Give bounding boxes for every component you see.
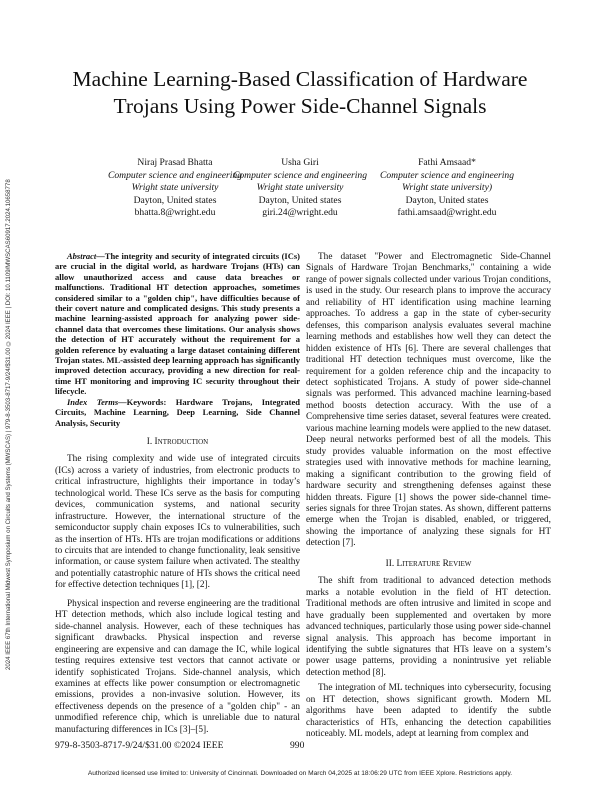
author-email: giri.24@wright.edu <box>262 207 338 219</box>
abstract <box>55 251 300 397</box>
author-dept: Computer science and engineering <box>379 169 514 181</box>
left-column <box>55 251 300 736</box>
author-name: Niraj Prasad Bhatta <box>137 157 213 168</box>
author-email: fathi.amsaad@wright.edu <box>397 207 497 219</box>
author-3 <box>352 157 542 220</box>
author-location: Dayton, United states <box>258 194 342 206</box>
index-terms-label: Index Terms <box>67 396 119 407</box>
index-terms <box>55 397 300 428</box>
paragraph: The integration of ML techniques into cybersecurity, focusing on HT detection, shows significant growth. Modern ML algorithms have been adapted to identify the subtle characteristics of HTs, enhancing the detection capabilities noticeably. ML models, adept at learning from complex and <box>306 683 551 740</box>
side-doi-stamp: 2024 IEEE 67th International Midwest Symposium on Circuits and Systems (MWSCAS) | 979-8-3503-8717-9/24/$31.00 ©2024 IEEE | DOI: 10.1109/MWSCAS60917.2024.10658778 <box>5 179 12 670</box>
abstract-label: Abstract <box>67 251 97 261</box>
author-email: bhatta.8@wright.edu <box>134 207 216 219</box>
paragraph: Physical inspection and reverse engineering are the traditional HT detection methods, which also include logical testing and side-channel analysis. However, each of these techniques has significant drawbacks. Physical inspection and reverse engineering are expensive and can damage the IC, while logical testing requires extensive test vectors that cannot activate or identify sophisticated Trojans. Side-channel analysis, which examines at effects like power consumption or electromagnetic emissions, provides a non-invasive solution. However, its effectiveness depends on the presence of a "golden chip" - an unmodified reference chip, which is unreliable due to natural manufacturing differences in ICs [3]–[5]. <box>55 598 300 735</box>
author-univ: Wright state university) <box>401 182 493 194</box>
author-location: Dayton, United states <box>405 194 489 206</box>
abstract-text: —The integrity and security of integrated circuits (ICs) are crucial in the digital world, as hardware Trojans (HTs) can allow unauthorized access and cause data breaches or malfunctions. Traditional HT detection approaches, sometimes considered similar to a "golden chip", have difficulties because of their covert nature and complicated designs. This study presents a machine learning-assisted approach for analyzing power side-channel data that overcomes these limitations. Our analysis shows the detection of HT accurately without the requirement for a golden reference by evaluating a large dataset containing different Trojan states. ML-assisted deep learning approach has significantly improved detection accuracy, providing a new direction for real-time HT monitoring and improving IC security throughout their lifecycle. <box>55 251 300 397</box>
paragraph: The dataset "Power and Electromagnetic Side-Channel Signals of Hardware Trojan Benchmarks," containing a wide range of power signals collected under various Trojan conditions, is used in the study. Our research plans to improve the accuracy and reliability of HT identification using machine learning approaches. To address a gap in the state of cyber-security defenses, this comparison analysis evaluates several machine learning methods and establishes how well they can detect the hidden existence of HTs [6]. There are several challenges that traditional HT detection techniques must overcome, like the requirement for a golden reference chip and the incapacity to detect sophisticated Trojans. A study of power side-channel signals was performed. This advanced machine learning-based method boosts detection accuracy. With the use of a Comprehensive time series dataset, several features were created. various machine learning models were applied to the new dataset. Deep neural networks performed best of all the models. This study provides valuable information on the most effective strategies used with innovative methods for machine learning, making a significant contribution to the growing field of hardware security and strengthening defenses against these hidden threats. Figure [1] shows the power side-channel time-series signals for three Trojan states. As shown, different patterns emerge when the Trojan is disabled, enabled, or triggered, showing the importance of analyzing these signals for HT detection [7]. <box>306 252 551 549</box>
footer-isbn: 979-8-3503-8717-9/24/$31.00 ©2024 IEEE <box>55 740 224 751</box>
author-dept: Computer science and engineering <box>107 169 242 181</box>
license-notice: Authorized licensed use limited to: University of Cincinnati. Downloaded on March 04,2025 at 18:06:29 UTC from IEEE Xplore. Restrictions apply. <box>87 770 513 777</box>
author-univ: Wright state university <box>256 182 344 194</box>
section-heading-literature-review: II. Literature Review <box>385 558 472 569</box>
author-name: Fathi Amsaad* <box>418 157 476 168</box>
author-name: Usha Giri <box>281 157 319 168</box>
section-heading-introduction: I. Introduction <box>146 436 209 447</box>
right-column <box>306 252 551 741</box>
author-location: Dayton, United states <box>133 194 217 206</box>
author-dept: Computer science and engineering <box>232 169 367 181</box>
paper-title: Machine Learning-Based Classification of Hardware Trojans Using Power Side-Channel Signals <box>72 67 528 118</box>
page-number: 990 <box>290 740 305 751</box>
author-univ: Wright state university <box>131 182 219 194</box>
paragraph: The shift from traditional to advanced detection methods marks a notable evolution in the field of HT detection. Traditional methods are often intrusive and limited in scope and have gradually been supplemented and overtaken by more advanced techniques, particularly those using power side-channel signal analysis. This approach has become important in identifying the subtle signatures that HTs leave on a system’s power usage patterns, providing a nonintrusive yet reliable detection method [8]. <box>306 576 551 678</box>
index-terms-text: —Keywords: Hardware Trojans, Integrated Circuits, Machine Learning, Deep Learning, Side Channel Analysis, Security <box>55 396 300 428</box>
paragraph: The rising complexity and wide use of integrated circuits (ICs) across a variety of industries, from electronic products to critical infrastructure, highlights their importance in today’s technological world. These ICs serve as the basis for computing devices, communication systems, and national security infrastructure. However, the international structure of the semiconductor supply chain exposes ICs to vulnerabilities, such as the insertion of HTs. HTs are trojan modifications or additions to circuits that are intended to change functionality, leak sensitive information, or cause system failure when activated. The stealthy and potentially catastrophic nature of HTs shows the critical need for effective detection techniques [1], [2]. <box>55 454 300 591</box>
